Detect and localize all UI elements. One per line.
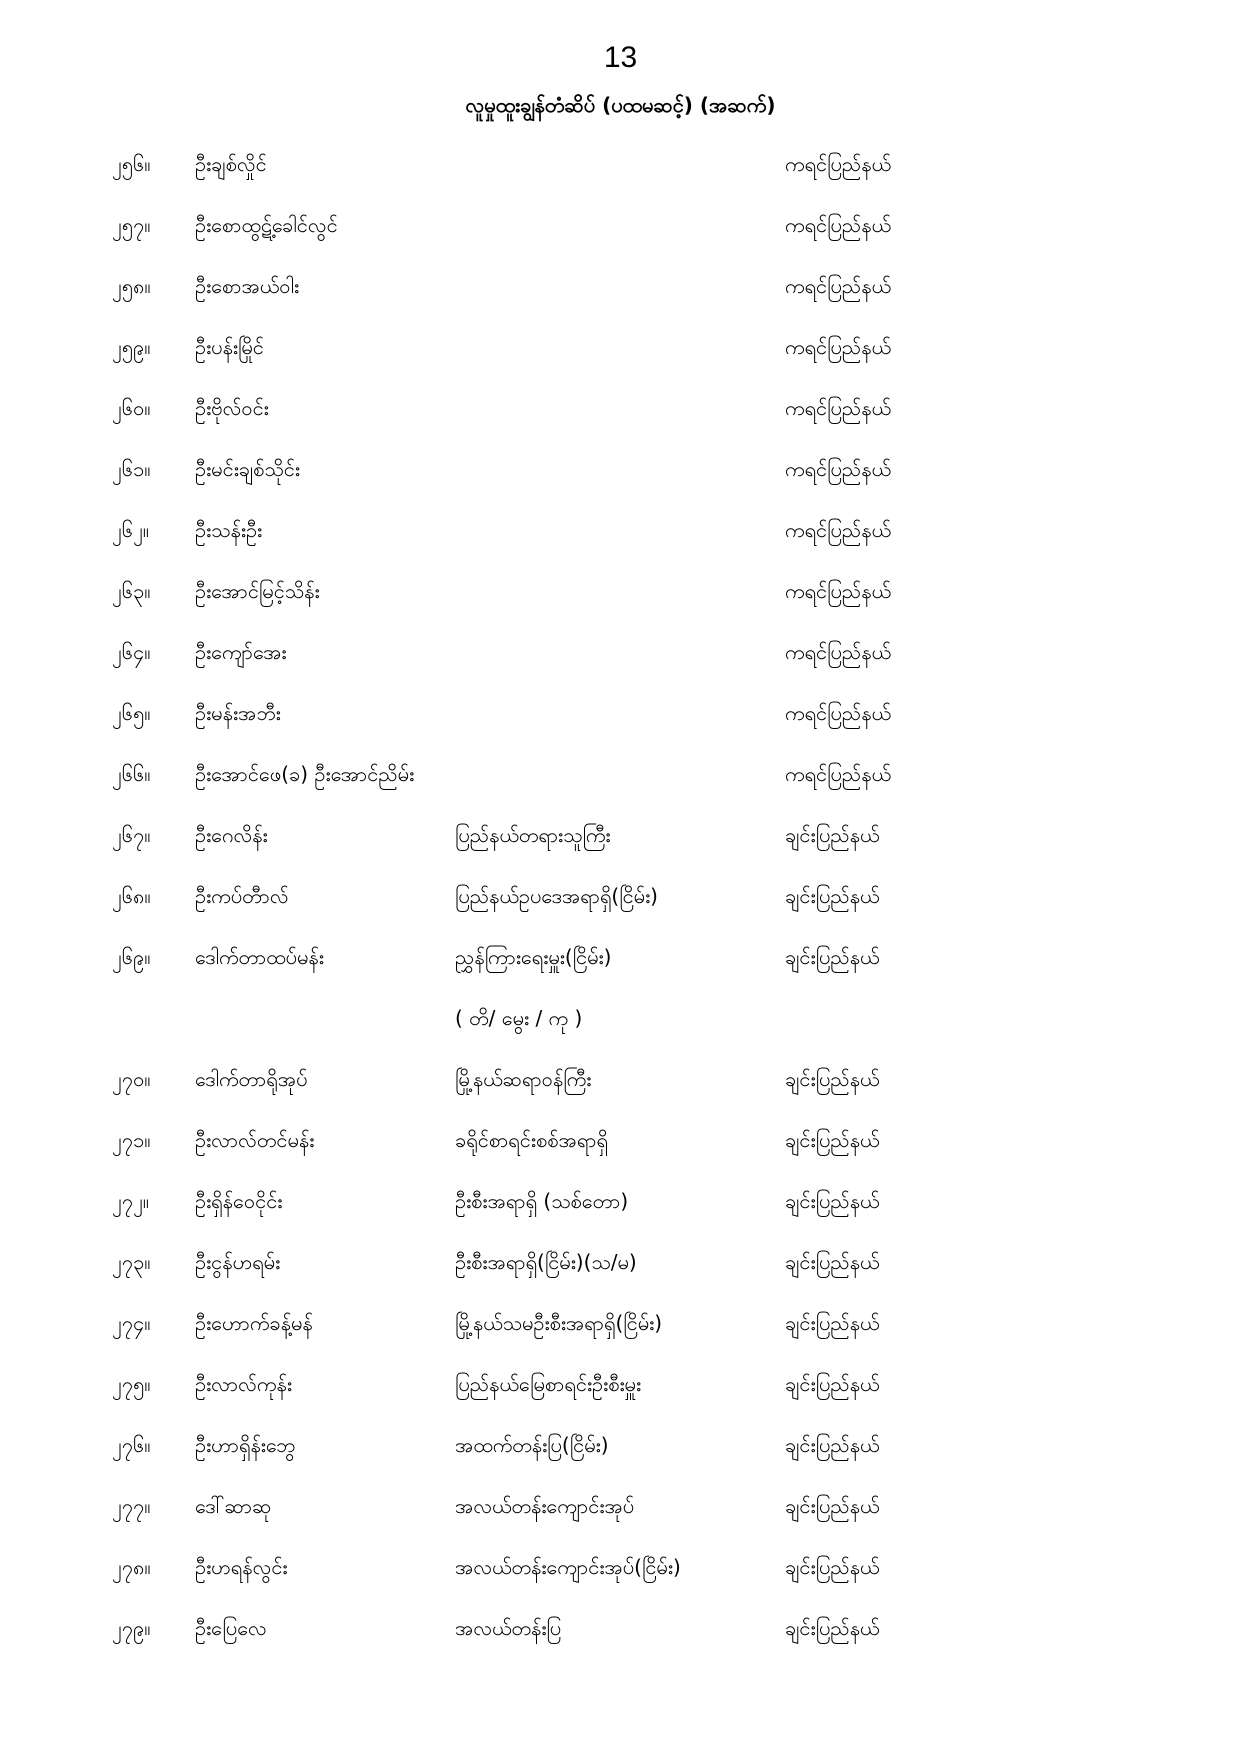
position-text: ပြည်နယ်မြေစာရင်းဦးစီးမှူး	[455, 1372, 642, 1396]
row-number: ၂၅၈။	[112, 274, 151, 298]
person-name: ဦးမန်းအဘီး	[195, 701, 281, 725]
region: ကရင်ပြည်နယ်	[785, 640, 892, 664]
position-cell	[455, 1293, 785, 1354]
row-number: ၂၇၈။	[112, 1555, 151, 1579]
person-name: ဦးဟရန်လွင်း	[195, 1555, 288, 1579]
position-text: အလယ်တန်းကျောင်းအုပ်	[455, 1494, 635, 1518]
person-name: ဦးလာလ်တင်မန်း	[195, 1128, 315, 1152]
person-name: ဦးလာလ်ကုန်း	[195, 1372, 292, 1396]
row-number: ၂၇၄။	[112, 1311, 151, 1335]
table-row	[0, 439, 1241, 500]
region: ချင်းပြည်နယ်	[785, 1250, 880, 1274]
position-cell	[455, 1415, 785, 1476]
position-text-line2: ( တိ/ မွေး / ကု )	[455, 1006, 583, 1030]
region: ကရင်ပြည်နယ်	[785, 396, 892, 420]
row-number: ၂၇၆။	[112, 1433, 151, 1457]
row-number: ၂၅၆။	[112, 152, 151, 176]
table-row	[0, 1049, 1241, 1110]
person-name: ဦးအောင်ဖေ(ခ) ဦးအောင်ညိမ်း	[195, 762, 415, 786]
row-number: ၂၆၉။	[112, 945, 151, 969]
person-name: ဦးစောအယ်ဝါး	[195, 274, 300, 298]
region: ချင်းပြည်နယ်	[785, 945, 880, 969]
row-number: ၂၆၂။	[112, 518, 149, 542]
row-number: ၂၆၈။	[112, 884, 151, 908]
person-name: ဦးဂေလိန်း	[195, 823, 268, 847]
person-name: ဦးပန်းမြိုင်	[195, 335, 264, 359]
table-row	[0, 195, 1241, 256]
position-text: ပြည်နယ်တရားသူကြီး	[455, 823, 611, 847]
person-name: ဦးရှိန်ဝေငိုင်း	[195, 1189, 283, 1213]
table-row	[0, 1232, 1241, 1293]
table-row	[0, 683, 1241, 744]
person-name: ဦးငွန်ဟရမ်း	[195, 1250, 281, 1274]
person-name: ဦးကပ်တီာလ်	[195, 884, 289, 908]
person-name: ဦးဗိုလ်ဝင်း	[195, 396, 269, 420]
person-name: ဒေါက်တာရိုအုပ်	[195, 1067, 308, 1091]
table-row	[0, 622, 1241, 683]
person-name: ဦးချစ်လှိုင်	[195, 152, 267, 176]
region: ကရင်ပြည်နယ်	[785, 335, 892, 359]
position-text: မြို့နယ်ဆရာဝန်ကြီး	[455, 1067, 592, 1091]
table-row	[0, 744, 1241, 805]
position-text: ဦးစီးအရာရှိ (သစ်တော)	[455, 1189, 629, 1213]
region: ချင်းပြည်နယ်	[785, 823, 880, 847]
table-row	[0, 561, 1241, 622]
position-cell	[455, 1232, 785, 1293]
table-row	[0, 1537, 1241, 1598]
position-cell	[455, 1598, 785, 1659]
position-text: ဦးစီးအရာရှိ(ငြိမ်း)(သ/မ)	[455, 1250, 637, 1274]
row-number: ၂၇၇။	[112, 1494, 151, 1518]
position-text: အထက်တန်းပြ(ငြိမ်း)	[455, 1433, 609, 1457]
region: ချင်းပြည်နယ်	[785, 1128, 880, 1152]
region: ကရင်ပြည်နယ်	[785, 274, 892, 298]
table-row	[0, 1598, 1241, 1659]
table-row	[0, 805, 1241, 866]
position-cell	[455, 1171, 785, 1232]
position-text: အလယ်တန်းကျောင်းအုပ်(ငြိမ်း)	[455, 1555, 681, 1579]
person-name: ဦးကျော်အေး	[195, 640, 287, 664]
region: ကရင်ပြည်နယ်	[785, 152, 892, 176]
position-text: မြို့နယ်သမဦးစီးအရာရှိ(ငြိမ်း)	[455, 1311, 663, 1335]
table-row	[0, 1415, 1241, 1476]
position-cell	[455, 1110, 785, 1171]
row-number: ၂၇၂။	[112, 1189, 149, 1213]
table-row	[0, 378, 1241, 439]
person-name: ဦးမင်းချစ်သိုင်း	[195, 457, 300, 481]
region: ကရင်ပြည်နယ်	[785, 762, 892, 786]
position-text: ခရိုင်စာရင်းစစ်အရာရှိ	[455, 1128, 609, 1152]
table-row	[0, 256, 1241, 317]
person-name: ဦးဟာရှိန်းဘွေ	[195, 1433, 296, 1457]
table-row	[0, 1171, 1241, 1232]
row-number: ၂၆၇။	[112, 823, 151, 847]
person-name: ဦးအောင်မြင့်သိန်း	[195, 579, 320, 603]
position-text: ညွှန်ကြားရေးမှူး(ငြိမ်း)	[455, 945, 612, 969]
person-name: ဦးသန်းဦး	[195, 518, 263, 542]
table-row	[0, 866, 1241, 927]
region: ချင်းပြည်နယ်	[785, 884, 880, 908]
row-number: ၂၅၇။	[112, 213, 151, 237]
row-number: ၂၇၅။	[112, 1372, 151, 1396]
region: ချင်းပြည်နယ်	[785, 1494, 880, 1518]
table-row	[0, 134, 1241, 195]
table-row	[0, 500, 1241, 561]
person-name: ဦးပြေလေ	[195, 1616, 267, 1640]
page-title: လူမှုထူးချွန်တံဆိပ် (ပထမဆင့်) (အဆက်)	[465, 93, 776, 117]
person-name: ဦးစောထွဋ့်ခေါင်လွင်	[195, 213, 338, 237]
position-cell	[455, 1049, 785, 1110]
region: ချင်းပြည်နယ်	[785, 1555, 880, 1579]
row-number: ၂၆၆။	[112, 762, 151, 786]
person-name: ဦးဟောက်ခန့်မန်	[195, 1311, 313, 1335]
position-cell	[455, 927, 785, 1049]
region: ကရင်ပြည်နယ်	[785, 579, 892, 603]
table-row	[0, 317, 1241, 378]
region: ကရင်ပြည်နယ်	[785, 213, 892, 237]
region: ချင်းပြည်နယ်	[785, 1067, 880, 1091]
row-number: ၂၇၉။	[112, 1616, 151, 1640]
row-number: ၂၆၁။	[112, 457, 151, 481]
region: ချင်းပြည်နယ်	[785, 1372, 880, 1396]
row-number: ၂၆၅။	[112, 701, 151, 725]
row-number: ၂၇၀။	[112, 1067, 151, 1091]
region: ချင်းပြည်နယ်	[785, 1616, 880, 1640]
region: ကရင်ပြည်နယ်	[785, 457, 892, 481]
region: ကရင်ပြည်နယ်	[785, 701, 892, 725]
table-row	[0, 1110, 1241, 1171]
row-number: ၂၆၃။	[112, 579, 151, 603]
table-row	[0, 1354, 1241, 1415]
table-row	[0, 1293, 1241, 1354]
row-number: ၂၇၃။	[112, 1250, 151, 1274]
row-number: ၂၅၉။	[112, 335, 151, 359]
position-text: ပြည်နယ်ဥပဒေအရာရှိ(ငြိမ်း)	[455, 884, 658, 908]
award-list	[0, 134, 1241, 1659]
region: ချင်းပြည်နယ်	[785, 1433, 880, 1457]
region: ကရင်ပြည်နယ်	[785, 518, 892, 542]
row-number: ၂၆၀။	[112, 396, 151, 420]
position-cell	[455, 805, 785, 866]
row-number: ၂၆၄။	[112, 640, 151, 664]
row-number: ၂၇၁။	[112, 1128, 151, 1152]
position-cell	[455, 866, 785, 927]
position-cell	[455, 1354, 785, 1415]
page-number: 13	[603, 41, 638, 74]
position-cell	[455, 1476, 785, 1537]
region: ချင်းပြည်နယ်	[785, 1189, 880, 1213]
person-name: ဒေါက်တာထပ်မန်း	[195, 945, 324, 969]
position-text: အလယ်တန်းပြ	[455, 1616, 562, 1640]
table-row	[0, 1476, 1241, 1537]
region: ချင်းပြည်နယ်	[785, 1311, 880, 1335]
position-cell	[455, 1537, 785, 1598]
table-row	[0, 927, 1241, 1049]
person-name: ဒေါ်ဆာဆု	[195, 1494, 272, 1518]
